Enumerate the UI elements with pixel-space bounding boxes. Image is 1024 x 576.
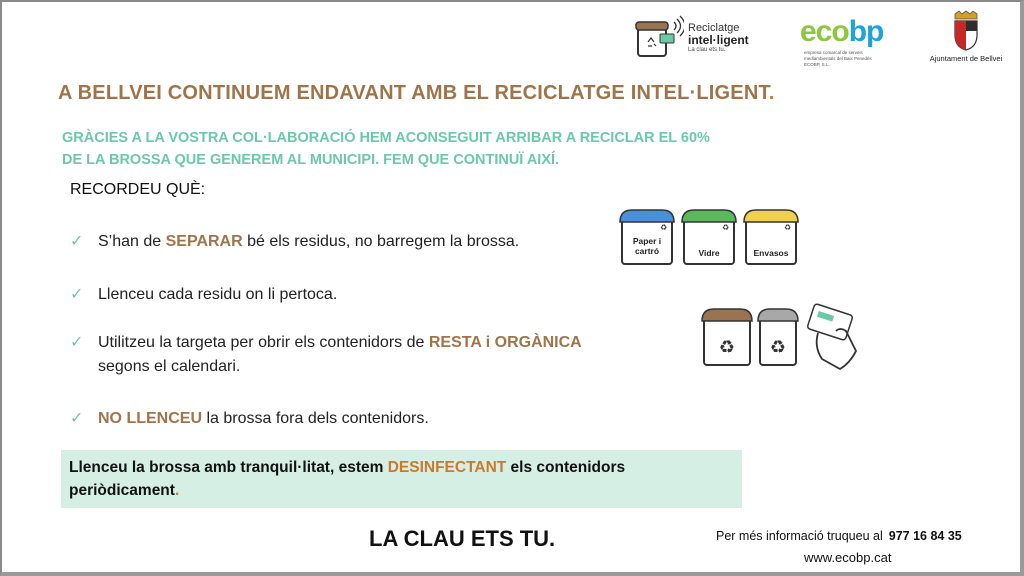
intro-line-1: GRÀCIES A LA VOSTRA COL·LABORACIÓ HEM ACONSEGUIT ARRIBAR A RECICLAR EL 60% [62,130,710,146]
page-title [58,82,774,105]
intro-line-2: DE LA BROSSA QUE GENEREM AL MUNICIPI. FEM QUE CONTINUÏ AIXÍ. [62,152,560,168]
smart-bin-icon [634,14,684,60]
list-item-text [98,331,582,355]
notice-line-2 [69,479,734,502]
list-item-highlight: NO LLENCEU [98,410,202,427]
list-item-highlight: SEPARAR [165,233,243,250]
list-item-text: Llenceu cada residu on li pertoca. [98,286,338,303]
list-item-highlight: RESTA i ORGÀNICA [428,334,582,351]
bin-label-glass: Vidre [698,248,720,258]
recycle-icon: ♻ [769,337,787,357]
list-item-text [98,230,519,254]
recycle-icon: ♻ [784,223,792,232]
notice-box [61,450,742,508]
phone-number: 977 16 84 35 [888,529,962,543]
recycle-icon: ♻ [660,223,668,232]
bin-packaging [744,210,798,264]
remember-heading: RECORDEU QUÈ: [70,181,206,198]
coat-of-arms-icon [952,10,980,52]
hand-card-icon [807,303,856,369]
list-item-text-post: la brossa fora dels contenidors. [202,410,429,427]
slogan: LA CLAU ETS TU. [369,526,556,551]
page-title-dot: . [768,82,775,104]
list-item-text-pre: Utilitzeu la targeta per obrir els contenidors de [98,334,429,351]
reciclatge-logo-tagline: La clau ets tu. [688,47,726,53]
reciclatge-logo [634,14,764,60]
contact-info [716,529,962,543]
check-icon: ✓ [70,410,84,427]
notice-highlight: DESINFECTANT [387,459,507,476]
ecobp-logo-eco: eco [800,15,849,48]
reciclatge-logo-line2: intel·ligent [688,33,749,47]
list-item-text-line2: segons el calendari. [98,358,241,375]
list-item-text-post: bé els residus, no barregem la brossa. [242,233,520,250]
bin-paper [620,210,674,264]
card-bins-illustration [698,303,868,371]
bin-label-packaging: Envasos [753,248,789,258]
page-title-text: A BELLVEI CONTINUEM ENDAVANT AMB EL RECICLATGE INTEL·LIGENT [58,82,769,104]
list-item [70,230,520,254]
check-icon: ✓ [70,334,84,351]
notice-dot: . [174,482,180,499]
recycling-bins-illustration [616,206,802,268]
website-link[interactable]: www.ecobp.cat [804,550,892,565]
list-item-text-pre: S’han de [98,233,166,250]
list-item [70,331,582,375]
list-item [70,283,338,307]
ecobp-logo-subtitle: empresa comarcal de serveis mediambientals del Baix Penedès ECOBP, S.L. [804,50,872,67]
bin-glass [682,210,736,264]
list-item-text [98,407,429,431]
notice-line-1 [69,456,734,479]
notice-text-pre: Llenceu la brossa amb tranquil·litat, estem [69,459,388,476]
notice-text-line2: periòdicament [69,482,175,499]
reciclatge-logo-line1: Reciclatge [688,22,740,34]
notice-text-post: els contenidors [506,459,626,476]
ajuntament-logo [918,8,1014,64]
recycle-icon: ♻ [722,223,730,232]
ajuntament-logo-name: Ajuntament de Bellvei [929,54,1003,63]
intro-text [62,127,782,171]
bin-organic [702,309,752,365]
ecobp-logo [800,14,900,67]
ecobp-logo-bp: bp [848,15,884,48]
check-icon: ✓ [70,286,84,303]
list-item [70,407,429,431]
check-icon: ✓ [70,233,84,250]
contact-info-text: Per més informació truqueu al [716,529,883,543]
ecobp-logo-brand [800,14,883,50]
bin-label-paper: Paper i cartró [632,236,662,256]
recycle-icon: ♻ [718,337,736,357]
bin-rest [758,309,798,365]
